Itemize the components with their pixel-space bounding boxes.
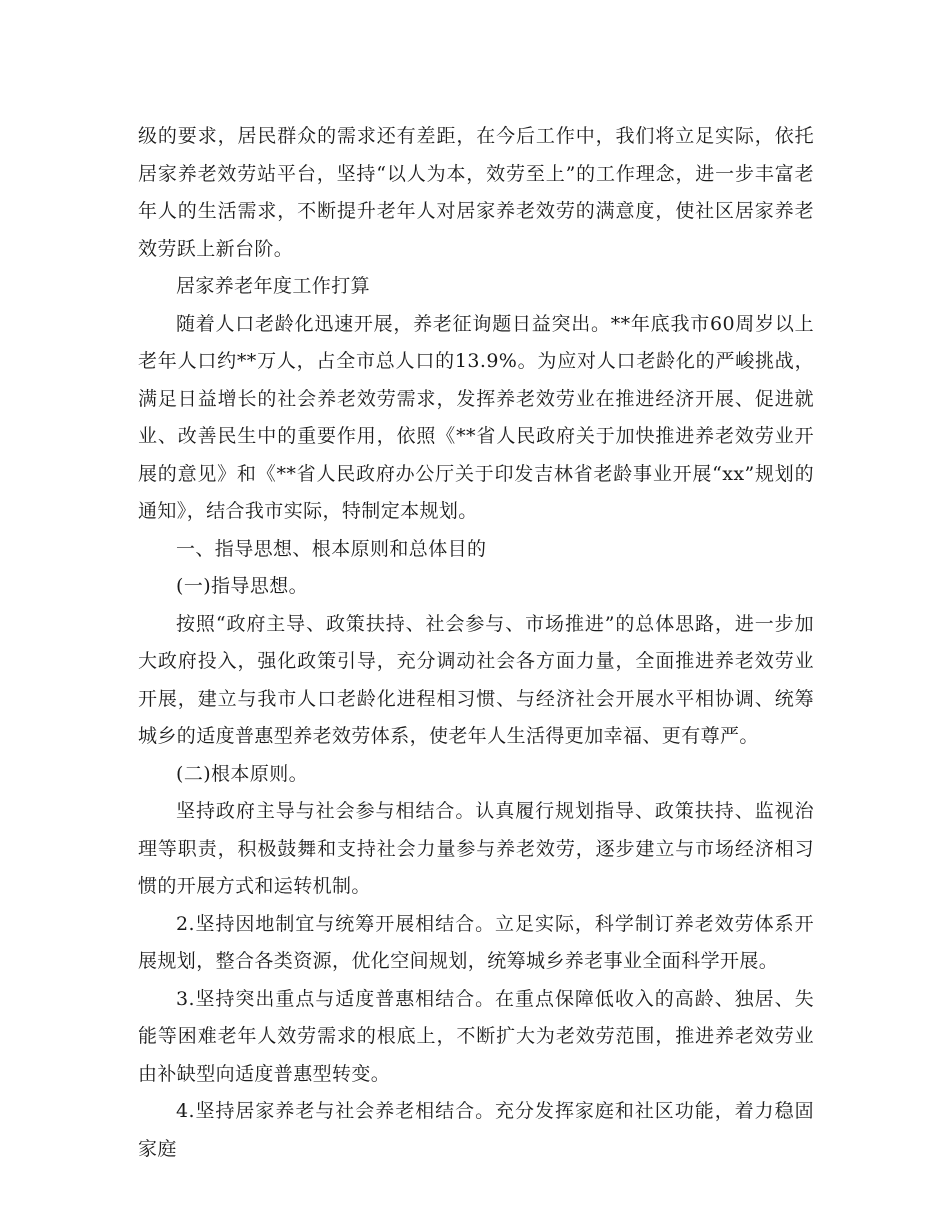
list-item: 2.坚持因地制宜与统筹开展相结合。立足实际，科学制订养老效劳体系开展规划，整合各类资源，优化空间规划，统筹城乡养老事业全面科学开展。 xyxy=(138,912,814,972)
list-item: 3.坚持突出重点与适度普惠相结合。在重点保障低收入的高龄、独居、失能等困难老年人效劳需求的根底上，不断扩大为老效劳范围，推进养老效劳业由补缺型向适度普惠型转变。 xyxy=(138,987,814,1085)
section-title: 居家养老年度工作打算 xyxy=(176,275,371,297)
paragraph: 按照“政府主导、政策扶持、社会参与、市场推进”的总体思路，进一步加大政府投入，强化政策引导，充分调动社会各方面力量，全面推进养老效劳业开展，建立与我市人口老龄化进程相习惯、与经济社会开展水平相协调、统筹城乡的适度普惠型养老效劳体系，使老年人生活得更加幸福、更有尊严。 xyxy=(138,612,814,747)
heading-level-2: (二)根本原则。 xyxy=(176,762,309,785)
heading-level-2: (一)指导思想。 xyxy=(176,575,309,597)
paragraph: 随着人口老龄化迅速开展，养老征询题日益突出。**年底我市60周岁以上老年人口约**万人，占全市总人口的13.9%。为应对人口老龄化的严峻挑战，满足日益增长的社会养老效劳需求，发挥养老效劳业在推进经济开展、促进就业、改善民生中的重要作用，依照《**省人民政府关于加快推进养老效劳业开展的意见》和《**省人民政府办公厅关于印发吉林省老龄事业开展“xx”规划的通知》，结合我市实际，特制定本规划。 xyxy=(138,312,814,522)
paragraph: 坚持政府主导与社会参与相结合。认真履行规划指导、政策扶持、监视治理等职责，积极鼓舞和支持社会力量参与养老效劳，逐步建立与市场经济相习惯的开展方式和运转机制。 xyxy=(138,800,814,897)
paragraph: 级的要求，居民群众的需求还有差距，在今后工作中，我们将立足实际，依托居家养老效劳站平台，坚持“以人为本，效劳至上”的工作理念，进一步丰富老年人的生活需求，不断提升老年人对居家养老效劳的满意度，使社区居家养老效劳跃上新台阶。 xyxy=(138,125,814,260)
heading-level-1: 一、指导思想、根本原则和总体目的 xyxy=(176,537,487,560)
list-item: 4.坚持居家养老与社会养老相结合。充分发挥家庭和社区功能，着力稳固家庭 xyxy=(138,1100,814,1160)
document-body xyxy=(138,118,814,1168)
